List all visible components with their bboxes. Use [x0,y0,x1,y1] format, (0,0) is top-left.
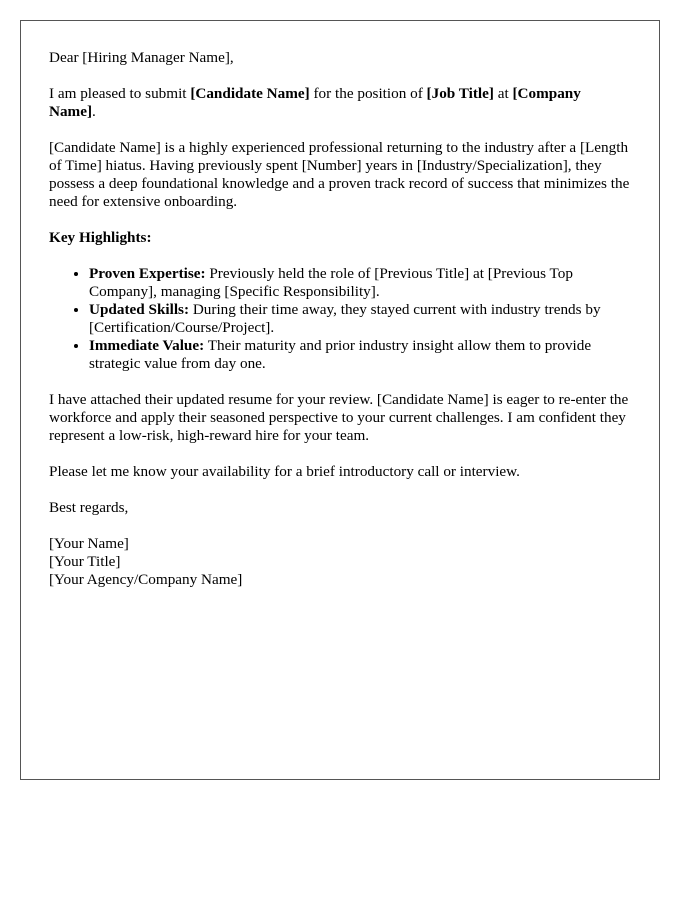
intro-text-2: for the position of [309,85,427,102]
highlight-item [89,265,631,301]
signature-name: [Your Name] [49,535,129,552]
highlights-heading [49,229,631,247]
body-paragraph-2: I have attached their updated resume for your review. [Candidate Name] is eager to re-enter the workforce and apply their seasoned perspective to your current challenges. I am confident they represent a low-risk, high-reward hire for your team. [49,391,629,444]
intro-text-3: at [493,85,513,102]
salutation: Dear [Hiring Manager Name], [49,49,234,66]
highlight-text: Their maturity and prior industry insight allow them to provide strategic value from day one. [89,337,592,372]
intro-text-4: . [92,103,96,120]
closing: Best regards, [49,499,129,516]
body-paragraph-1: [Candidate Name] is a highly experienced professional returning to the industry after a [Length of Time] hiatus. Having previously spent [Number] years in [Industry/Specialization], they possess a deep foundational knowledge and a proven track record of success that minimizes the need for extensive onboarding. [49,139,630,210]
intro-text-1: I am pleased to submit [49,85,191,102]
highlight-label: Updated Skills: [89,301,190,318]
highlights-heading-text: Key Highlights: [49,229,152,246]
highlight-item [89,301,631,337]
candidate-name: [Candidate Name] [190,85,310,102]
signature-company: [Your Agency/Company Name] [49,571,243,588]
company-name: [Company Name] [49,85,581,120]
letter-page [20,20,660,780]
job-title: [Job Title] [426,85,494,102]
signature-title: [Your Title] [49,553,121,570]
intro-paragraph [49,85,631,121]
highlight-label: Proven Expertise: [89,265,206,282]
body-paragraph-3: Please let me know your availability for a brief introductory call or interview. [49,463,520,480]
highlights-list [49,265,631,373]
signature-block [49,535,631,589]
highlight-item [89,337,631,373]
highlight-label: Immediate Value: [89,337,205,354]
highlight-text: During their time away, they stayed current with industry trends by [Certification/Course/Project]. [89,301,601,336]
highlight-text: Previously held the role of [Previous Title] at [Previous Top Company], managing [Specific Responsibility]. [89,265,573,300]
